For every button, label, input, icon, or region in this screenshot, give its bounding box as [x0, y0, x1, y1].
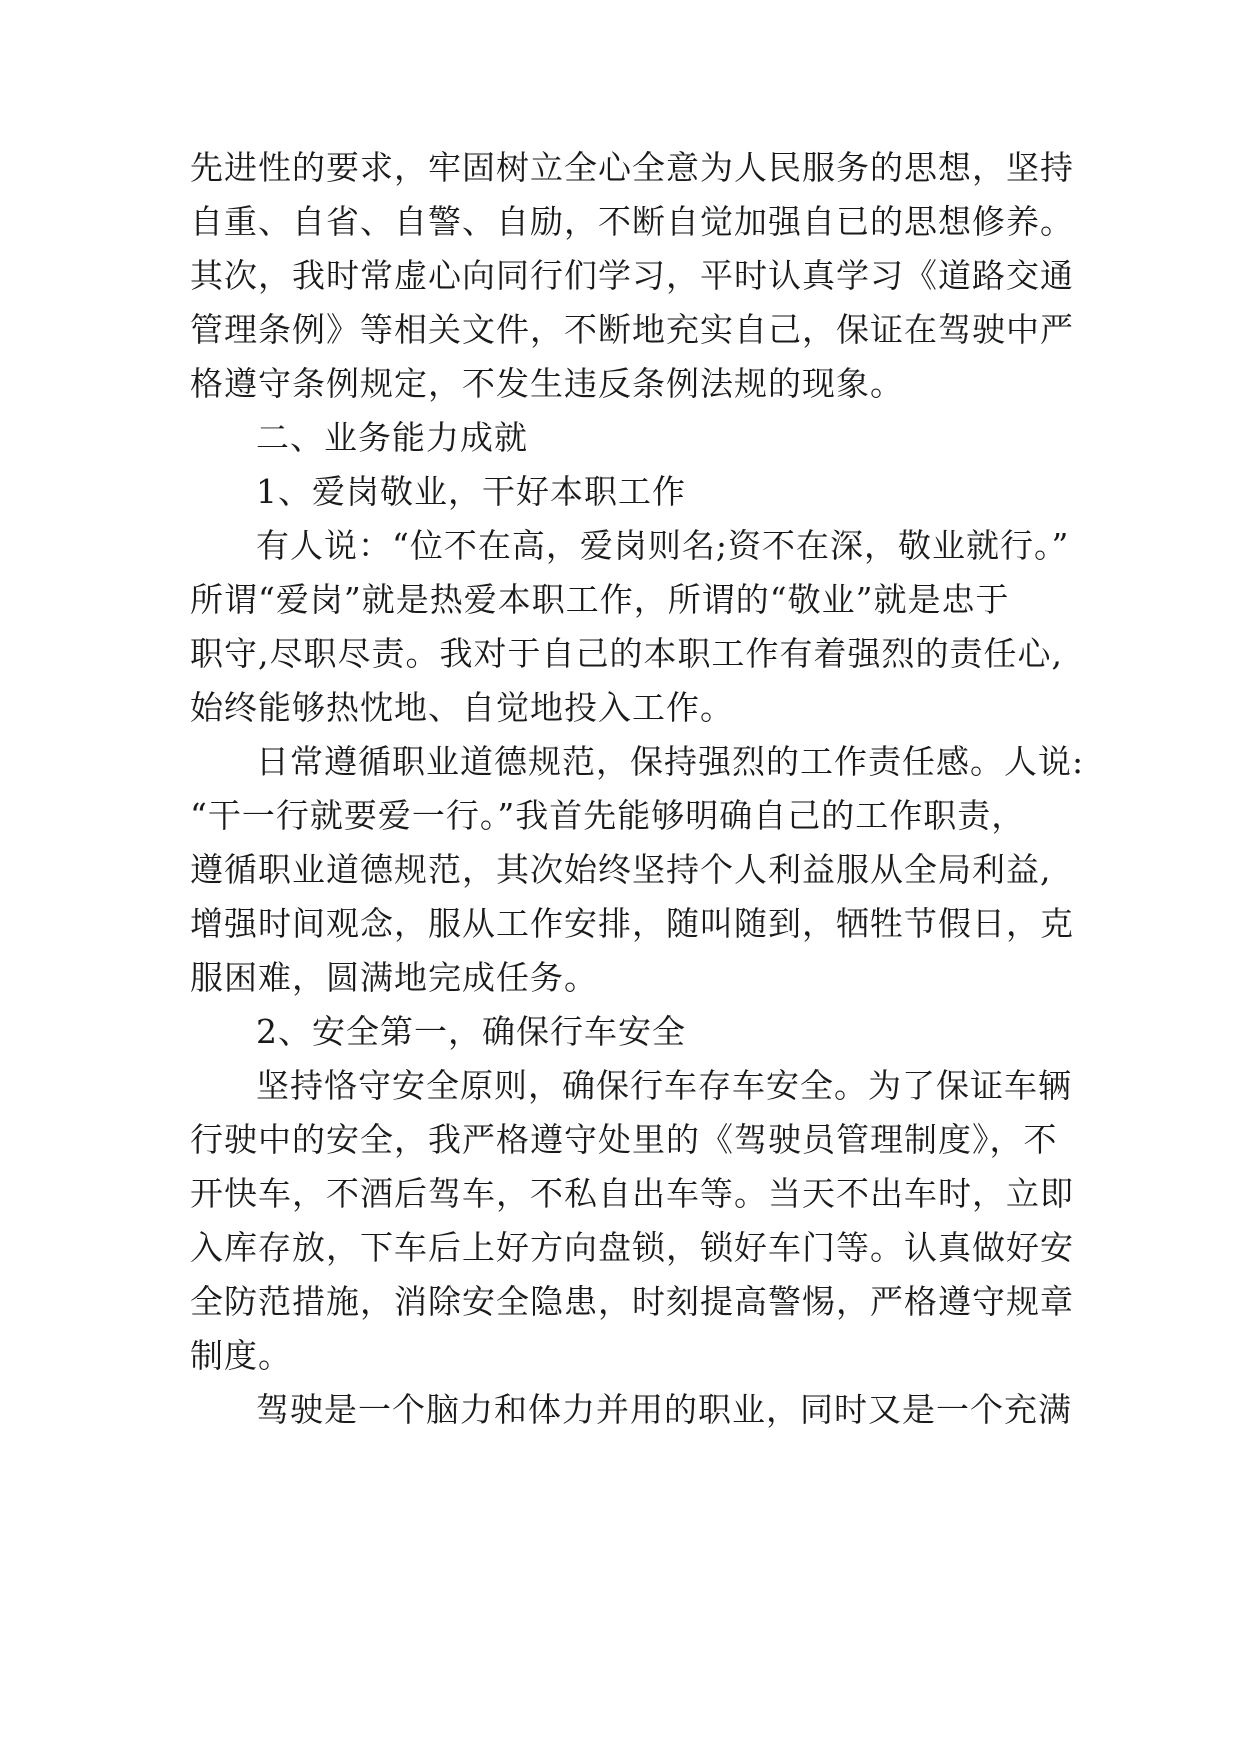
- text-line: 制度。: [190, 1336, 292, 1375]
- text-line: “干一行就要爱一行。”我首先能够明确自己的工作职责，: [190, 796, 1026, 835]
- text-line: 服困难，圆满地完成任务。: [190, 958, 598, 997]
- text-line: 管理条例》等相关文件，不断地充实自己，保证在驾驶中严: [190, 310, 1074, 349]
- text-line: 先进性的要求，牢固树立全心全意为人民服务的思想，坚持: [190, 148, 1074, 187]
- text-line: 全防范措施，消除安全隐患，时刻提高警惕，严格遵守规章: [190, 1282, 1074, 1321]
- text-line: 入库存放，下车后上好方向盘锁，锁好车门等。认真做好安: [190, 1228, 1074, 1267]
- text-line: 增强时间观念，服从工作安排，随叫随到，牺牲节假日，克: [190, 904, 1074, 943]
- text-line: 坚持恪守安全原则，确保行车存车安全。为了保证车辆: [256, 1066, 1072, 1105]
- text-line: 行驶中的安全，我严格遵守处里的《驾驶员管理制度》，不: [190, 1120, 1058, 1159]
- text-line: 职守,尽职尽责。我对于自己的本职工作有着强烈的责任心,: [190, 634, 1063, 673]
- text-line: 遵循职业道德规范，其次始终坚持个人利益服从全局利益,: [190, 850, 1052, 889]
- section-heading: 二、业务能力成就: [256, 418, 528, 457]
- text-line: 始终能够热忱地、自觉地投入工作。: [190, 688, 734, 727]
- text-line: 开快车，不酒后驾车，不私自出车等。当天不出车时，立即: [190, 1174, 1074, 1213]
- text-line: 自重、自省、自警、自励，不断自觉加强自已的思想修养。: [190, 202, 1074, 241]
- text-line: 日常遵循职业道德规范，保持强烈的工作责任感。人说:: [256, 742, 1085, 781]
- text-line: 有人说：“位不在高，爱岗则名;资不在深，敬业就行。”: [256, 526, 1070, 565]
- subsection-heading: 1、爱岗敬业，干好本职工作: [256, 472, 686, 511]
- text-line: 驾驶是一个脑力和体力并用的职业，同时又是一个充满: [256, 1390, 1072, 1429]
- text-line: 所谓“爱岗”就是热爱本职工作，所谓的“敬业”就是忠于: [190, 580, 1010, 619]
- text-line: 其次，我时常虚心向同行们学习，平时认真学习《道路交通: [190, 256, 1074, 295]
- subsection-heading: 2、安全第一，确保行车安全: [256, 1012, 686, 1051]
- text-line: 格遵守条例规定，不发生违反条例法规的现象。: [190, 364, 904, 403]
